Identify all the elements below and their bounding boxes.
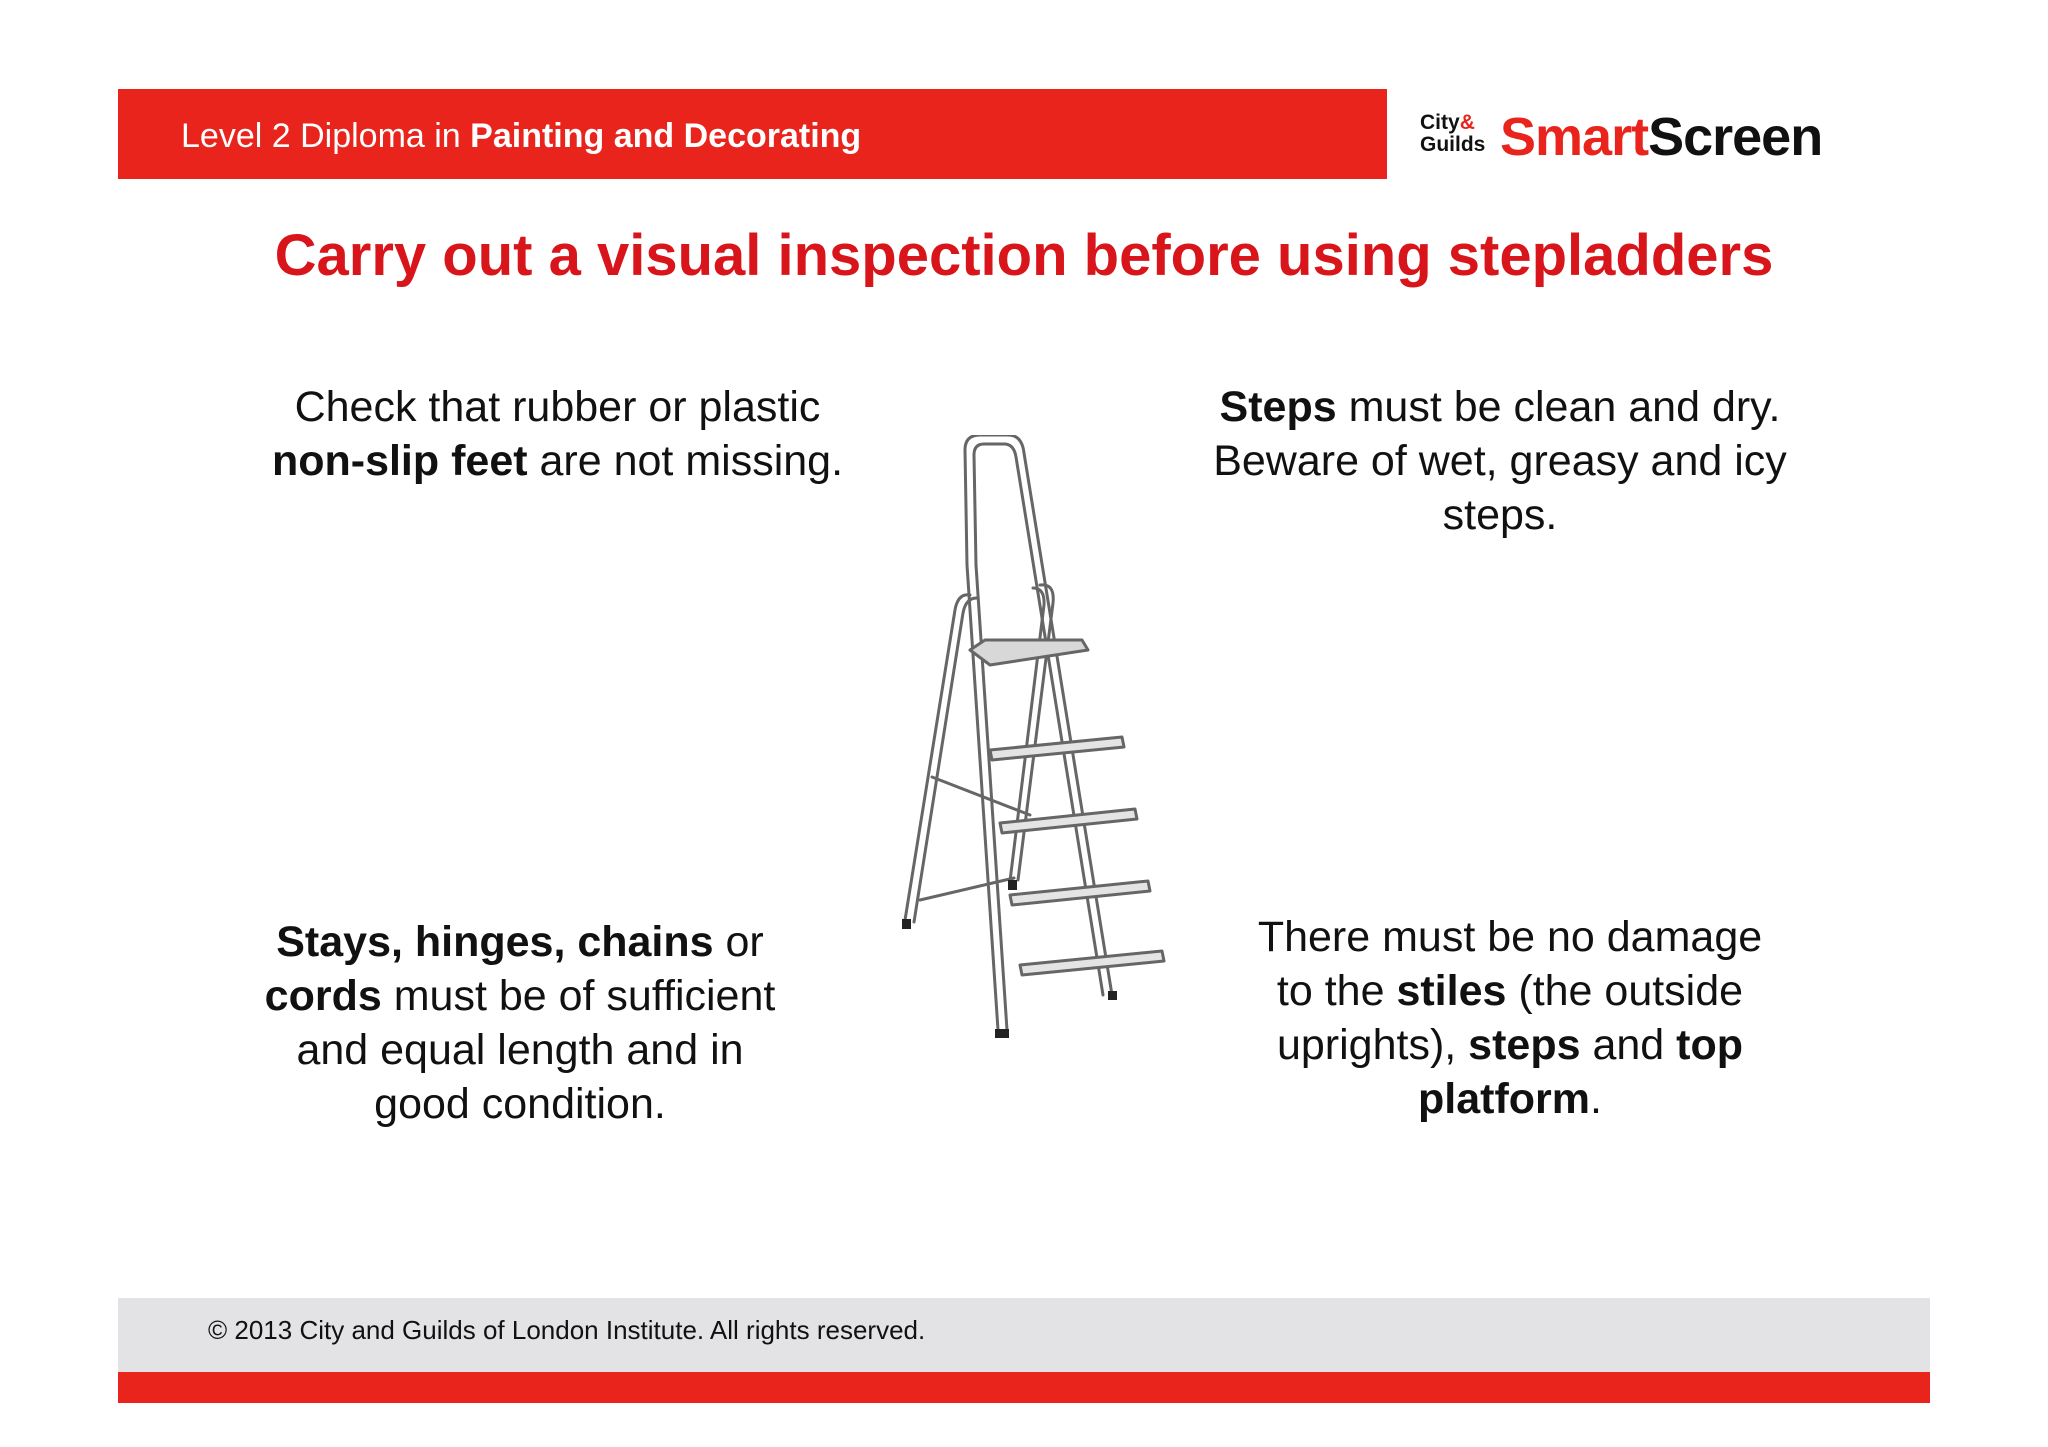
logo-smart: Smart: [1500, 107, 1649, 167]
stays-text-1: or: [713, 918, 764, 966]
slide-title: Carry out a visual inspection before using stepladders: [274, 223, 1774, 288]
logo-screen: Screen: [1648, 107, 1823, 167]
damage-text-2: (the outside: [1506, 967, 1744, 1015]
damage-bold-platform: platform: [1418, 1075, 1591, 1123]
damage-line-4: [1205, 1072, 1815, 1126]
damage-line-1: There must be no damage: [1257, 913, 1763, 961]
city-guilds-logo: [1420, 112, 1485, 156]
steps-bold: Steps: [1219, 383, 1337, 431]
feet-line-1: Check that rubber or plastic: [294, 383, 821, 431]
steps-line-2: Beware of wet, greasy and icy: [1213, 437, 1787, 485]
stays-line-4: good condition.: [374, 1080, 666, 1128]
footer-bar: [118, 1298, 1930, 1372]
stays-line-3: and equal length and in: [296, 1026, 744, 1074]
copyright-text: © 2013 City and Guilds of London Institute. All rights reserved.: [208, 1315, 926, 1345]
steps-line-3: steps.: [1442, 491, 1558, 539]
steps-rest: must be clean and dry.: [1336, 383, 1781, 431]
damage-line-2: [1205, 964, 1815, 1018]
logo-city: City: [1420, 111, 1460, 134]
stepladder-icon: [890, 435, 1190, 1040]
steps-line-1: [1160, 380, 1840, 434]
course-title: [181, 89, 861, 179]
damage-text-4: and: [1580, 1021, 1677, 1069]
city-guilds-smartscreen-logo: [1420, 108, 1830, 168]
damage-bold-stiles: stiles: [1396, 967, 1507, 1015]
feet-rest: are not missing.: [527, 437, 844, 485]
no-damage-text: [1205, 910, 1815, 1126]
damage-text-1: to the: [1276, 967, 1397, 1015]
smartscreen-wordmark: [1500, 106, 1822, 168]
damage-bold-steps: steps: [1468, 1021, 1581, 1069]
clean-steps-text: [1160, 380, 1840, 542]
course-name: Painting and Decorating: [470, 117, 862, 155]
logo-amp: &: [1459, 111, 1475, 134]
header-bar: [118, 89, 1387, 179]
damage-line-3: [1205, 1018, 1815, 1072]
stays-line-2: [220, 969, 820, 1023]
stays-hinges-text: [220, 915, 820, 1131]
footer-accent-bar: [118, 1372, 1930, 1403]
non-slip-feet-text: [230, 380, 885, 488]
logo-guilds: Guilds: [1420, 133, 1486, 156]
stays-line-1: [220, 915, 820, 969]
stays-text-2: must be of sufficient: [381, 972, 776, 1020]
feet-bold: non-slip feet: [271, 437, 528, 485]
feet-line-2: [230, 434, 885, 488]
course-prefix: Level 2 Diploma in: [181, 117, 471, 155]
damage-bold-top: top: [1676, 1021, 1744, 1069]
damage-text-3: uprights),: [1276, 1021, 1469, 1069]
stays-bold-2: cords: [264, 972, 382, 1020]
damage-text-5: .: [1590, 1075, 1602, 1123]
stays-bold-1: Stays, hinges, chains: [276, 918, 714, 966]
